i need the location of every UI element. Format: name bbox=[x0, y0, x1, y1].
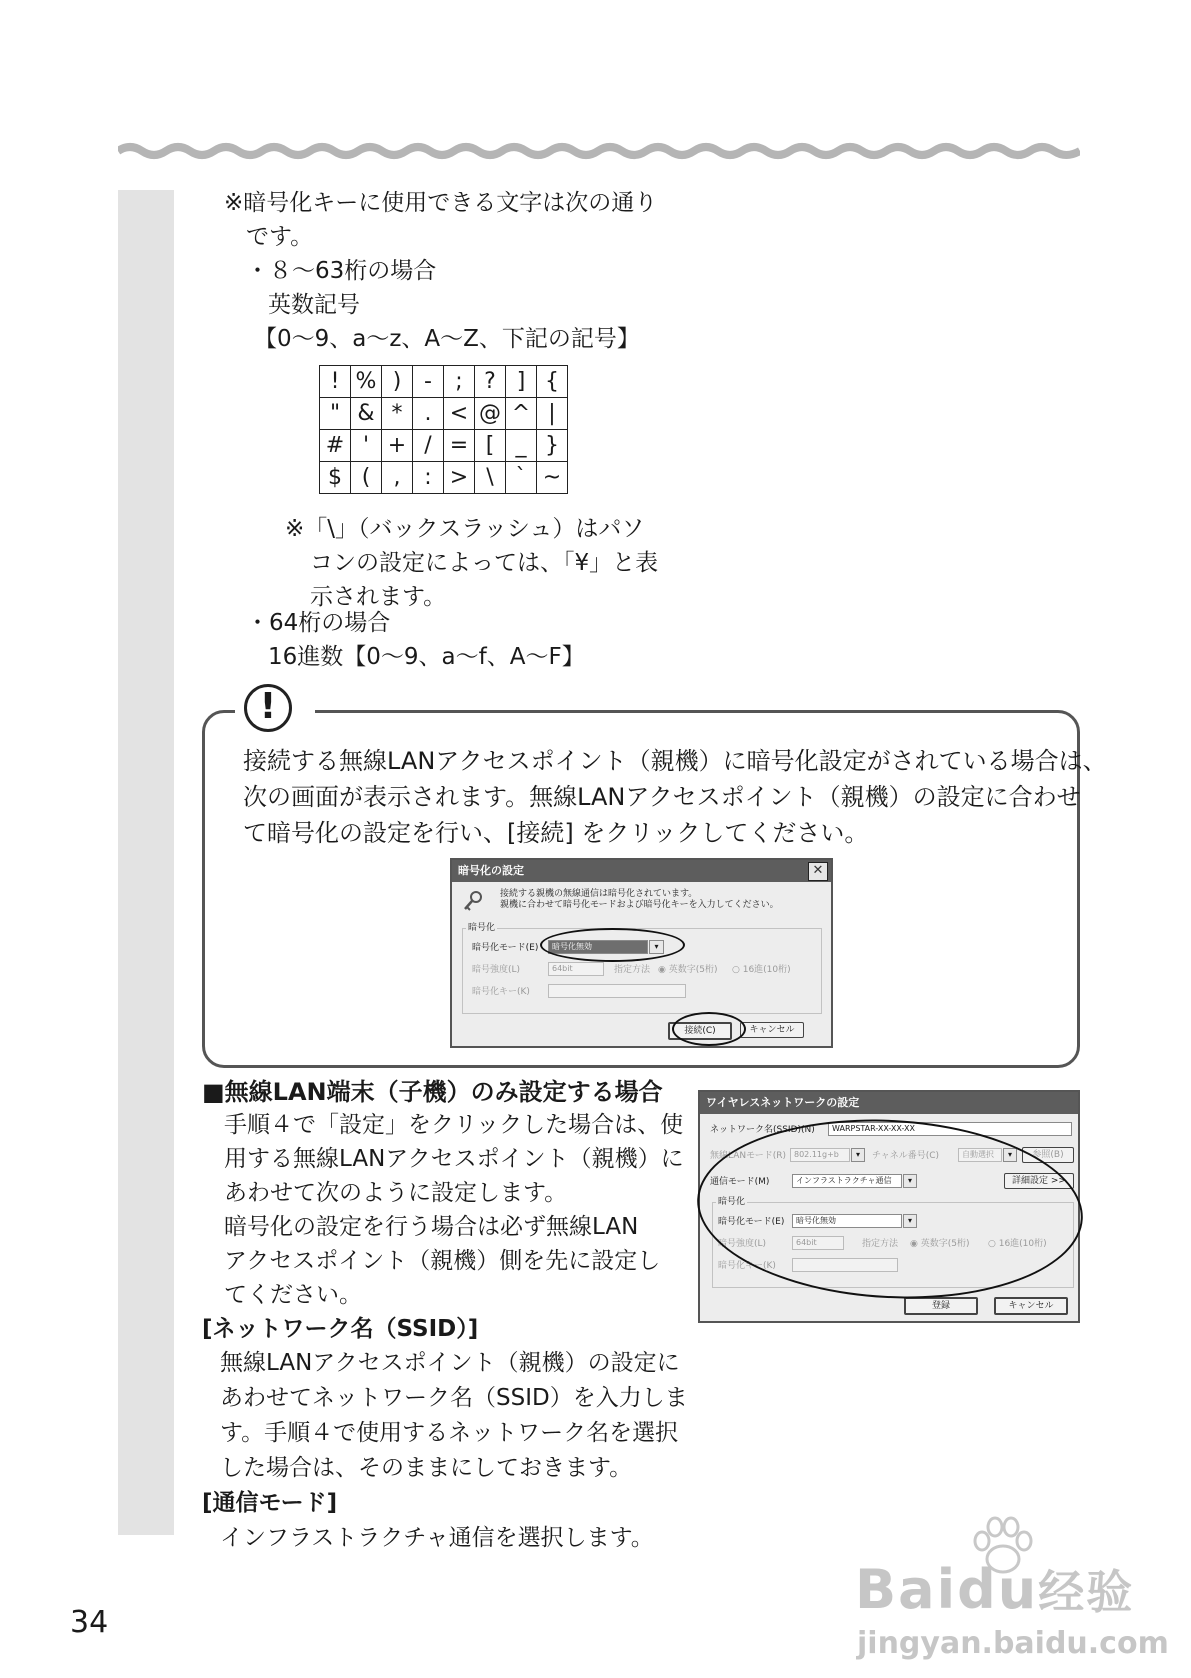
chevron-down-icon[interactable]: ▾ bbox=[1003, 1148, 1017, 1162]
table-cell: { bbox=[537, 366, 568, 398]
ssid-line2: あわせてネットワーク名（SSID）を入力しま bbox=[220, 1385, 688, 1411]
table-cell: ~ bbox=[537, 462, 568, 494]
case1-title: ・８～63桁の場合 bbox=[246, 258, 437, 284]
key-icon bbox=[462, 890, 484, 912]
table-cell: : bbox=[413, 462, 444, 494]
method-label: 指定方法 bbox=[614, 965, 651, 975]
table-cell: % bbox=[351, 366, 382, 398]
highlight-ellipse-mode bbox=[540, 928, 685, 962]
radio-option-ascii[interactable]: ◉ 英数字(5桁) bbox=[910, 1239, 970, 1249]
table-row bbox=[320, 430, 568, 462]
radio-option-hex-label: 16進(10桁) bbox=[998, 1239, 1047, 1249]
section-p5: アクセスポイント（親機）側を先に設定し bbox=[224, 1248, 661, 1274]
key-input[interactable] bbox=[548, 984, 686, 998]
comm-mode-label: 通信モード(M) bbox=[710, 1177, 770, 1187]
wmode-select[interactable]: 802.11g+b bbox=[790, 1148, 850, 1162]
watermark-brand bbox=[855, 1556, 1134, 1622]
mode-heading: [通信モード] bbox=[202, 1490, 338, 1516]
method-label: 指定方法 bbox=[862, 1239, 899, 1249]
table-cell: ] bbox=[506, 366, 537, 398]
radio-option-hex-label: 16進(10桁) bbox=[742, 965, 791, 975]
table-cell: ^ bbox=[506, 398, 537, 430]
table-cell: " bbox=[320, 398, 351, 430]
section-p2: 用する無線LANアクセスポイント（親機）に bbox=[224, 1146, 684, 1172]
mode-line1: インフラストラクチャ通信を選択します。 bbox=[220, 1525, 654, 1551]
table-cell: @ bbox=[475, 398, 506, 430]
page-number: 34 bbox=[70, 1605, 109, 1640]
mode-select[interactable]: 暗号化無効 bbox=[792, 1214, 902, 1228]
watermark-brand-cn: 经验 bbox=[1038, 1565, 1135, 1619]
notice-line1: 接続する無線LANアクセスポイント（親機）に暗号化設定がされている場合は、 bbox=[243, 747, 1107, 775]
section-p3: あわせて次のように設定します。 bbox=[224, 1180, 568, 1206]
highlight-ellipse-connect bbox=[672, 1012, 746, 1046]
connect-button[interactable]: 接続(C) bbox=[668, 1022, 732, 1040]
intro-line1: ※暗号化キーに使用できる文字は次の通り bbox=[224, 190, 658, 216]
case1-type: 英数記号 bbox=[268, 292, 360, 318]
radio-option-ascii-label: 英数字(5桁) bbox=[920, 1239, 970, 1249]
table-cell: ( bbox=[351, 462, 382, 494]
table-cell: ` bbox=[506, 462, 537, 494]
dialog-message1: 接続する親機の無線通信は暗号化されています。 bbox=[500, 889, 698, 899]
table-cell: [ bbox=[475, 430, 506, 462]
section-p6: てください。 bbox=[224, 1282, 362, 1308]
radio-option-ascii-label: 英数字(5桁) bbox=[668, 965, 718, 975]
table-cell: _ bbox=[506, 430, 537, 462]
dialog-message2: 親機に合わせて暗号化モードおよび暗号化キーを入力してください。 bbox=[500, 900, 779, 910]
table-cell: * bbox=[382, 398, 413, 430]
table-row bbox=[320, 366, 568, 398]
ssid-line3: す。手順４で使用するネットワーク名を選択 bbox=[220, 1420, 679, 1446]
side-margin-bar bbox=[118, 190, 174, 1535]
chevron-down-icon[interactable]: ▾ bbox=[903, 1214, 917, 1228]
section-p1: 手順４で「設定」をクリックした場合は、使 bbox=[224, 1112, 684, 1138]
table-row bbox=[320, 462, 568, 494]
notice-line2: 次の画面が表示されます。無線LANアクセスポイント（親機）の設定に合わせ bbox=[243, 783, 1081, 811]
warning-icon: ! bbox=[244, 684, 292, 732]
comm-mode-select[interactable]: インフラストラクチャ通信 bbox=[792, 1174, 902, 1188]
key-label: 暗号化キー(K) bbox=[718, 1261, 776, 1271]
radio-option-ascii[interactable]: ◉ 英数字(5桁) bbox=[658, 965, 718, 975]
group-label: 暗号化 bbox=[468, 923, 496, 933]
case2-range: 16進数【0～9、a～f、A～F】 bbox=[268, 644, 585, 670]
strength-select[interactable]: 64bit bbox=[548, 962, 604, 976]
mode-label: 暗号化モード(E) bbox=[718, 1217, 785, 1227]
close-icon[interactable]: ✕ bbox=[808, 862, 828, 881]
mode-label: 暗号化モード(E) bbox=[472, 943, 539, 953]
case2-title: ・64桁の場合 bbox=[246, 610, 391, 636]
strength-select[interactable]: 64bit bbox=[792, 1236, 844, 1250]
backslash-note-line3: 示されます。 bbox=[310, 584, 447, 610]
cancel-button[interactable]: キャンセル bbox=[740, 1022, 804, 1038]
table-cell: } bbox=[537, 430, 568, 462]
strength-label: 暗号強度(L) bbox=[718, 1239, 767, 1249]
ssid-heading: [ネットワーク名（SSID）] bbox=[202, 1316, 479, 1342]
table-cell: < bbox=[444, 398, 475, 430]
channel-label: チャネル番号(C) bbox=[872, 1151, 940, 1161]
table-cell: \ bbox=[475, 462, 506, 494]
symbol-table bbox=[319, 365, 568, 494]
strength-label: 暗号強度(L) bbox=[472, 965, 521, 975]
table-cell: > bbox=[444, 462, 475, 494]
table-cell: ) bbox=[382, 366, 413, 398]
section-p4: 暗号化の設定を行う場合は必ず無線LAN bbox=[224, 1214, 639, 1240]
table-cell: | bbox=[537, 398, 568, 430]
reference-button[interactable]: 参照(B) bbox=[1022, 1147, 1074, 1163]
key-label: 暗号化キー(K) bbox=[472, 987, 530, 997]
dialog-title: ワイヤレスネットワークの設定 bbox=[700, 1092, 1078, 1114]
register-button[interactable]: 登録 bbox=[904, 1297, 978, 1315]
ssid-line1: 無線LANアクセスポイント（親機）の設定に bbox=[220, 1350, 680, 1376]
table-cell: ' bbox=[351, 430, 382, 462]
wmode-label: 無線LANモード(R) bbox=[710, 1151, 787, 1161]
ssid-input[interactable]: WARPSTAR-XX-XX-XX bbox=[828, 1122, 1072, 1136]
table-cell: & bbox=[351, 398, 382, 430]
table-cell: / bbox=[413, 430, 444, 462]
table-cell: ; bbox=[444, 366, 475, 398]
table-cell: - bbox=[413, 366, 444, 398]
mode-select[interactable]: 暗号化無効 bbox=[548, 940, 648, 954]
cancel-button[interactable]: キャンセル bbox=[994, 1297, 1068, 1315]
wave-divider bbox=[118, 140, 1080, 162]
radio-option-hex[interactable]: ○ 16進(10桁) bbox=[988, 1239, 1047, 1249]
notice-line3: て暗号化の設定を行い、[接続] をクリックしてください。 bbox=[243, 819, 869, 847]
table-cell: ! bbox=[320, 366, 351, 398]
detail-settings-button[interactable]: 詳細設定 >> bbox=[1004, 1173, 1074, 1189]
channel-select[interactable]: 自動選択 bbox=[958, 1148, 1002, 1162]
group-label: 暗号化 bbox=[718, 1197, 746, 1207]
chevron-down-icon[interactable]: ▾ bbox=[903, 1174, 917, 1188]
watermark-brand-text: Baidu bbox=[855, 1558, 1039, 1621]
case1-range: 【0～9、a～z、A～Z、下記の記号】 bbox=[254, 326, 640, 352]
table-cell: $ bbox=[320, 462, 351, 494]
table-cell: + bbox=[382, 430, 413, 462]
radio-option-hex[interactable]: ○ 16進(10桁) bbox=[732, 965, 791, 975]
table-cell: # bbox=[320, 430, 351, 462]
table-cell: . bbox=[413, 398, 444, 430]
chevron-down-icon[interactable]: ▾ bbox=[851, 1148, 865, 1162]
watermark-url: jingyan.baidu.com bbox=[857, 1626, 1169, 1661]
backslash-note-line2: コンの設定によっては、「¥」と表 bbox=[310, 550, 659, 576]
intro-line2: です。 bbox=[246, 224, 314, 250]
table-row bbox=[320, 398, 568, 430]
backslash-note-line1: ※「\」（バックスラッシュ）はパソ bbox=[285, 516, 645, 542]
dialog-title: 暗号化の設定 bbox=[452, 860, 831, 882]
table-cell: = bbox=[444, 430, 475, 462]
table-cell: ? bbox=[475, 366, 506, 398]
ssid-label: ネットワーク名(SSID)(N) bbox=[710, 1125, 815, 1135]
ssid-line4: した場合は、そのままにしておきます。 bbox=[220, 1455, 633, 1481]
table-cell: , bbox=[382, 462, 413, 494]
chevron-down-icon[interactable]: ▾ bbox=[649, 940, 664, 954]
section-heading: ■無線LAN端末（子機）のみ設定する場合 bbox=[202, 1078, 663, 1106]
